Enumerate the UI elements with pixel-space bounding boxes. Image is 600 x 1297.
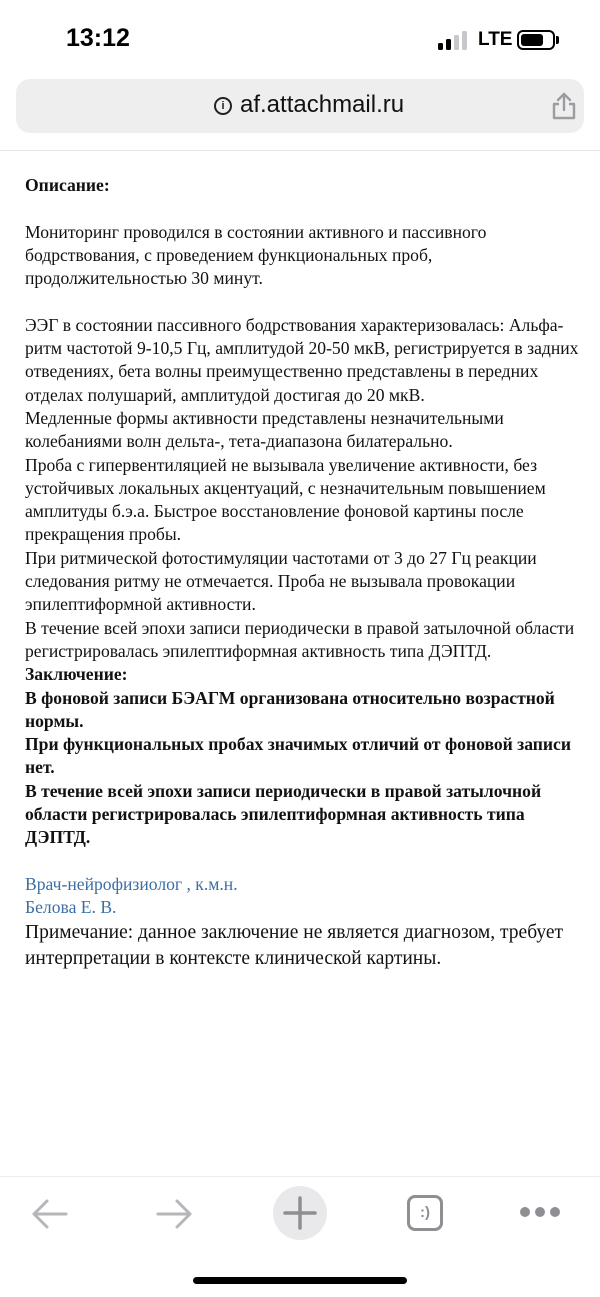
paragraph-slow-activity: Медленные формы активности представлены незначительными колебаниями волн дельта-, тета-диапазона билатерально.: [25, 407, 504, 452]
paragraph-hyperventilation: Проба с гипервентиляцией не вызывала увеличение активности, без устойчивых локальных акцентуаций, с незначительным повышением амплитуды б.э.а. Быстрое восстановление фоновой картины после прекращения пробы.: [25, 454, 546, 545]
paragraph-monitoring: Мониторинг проводился в состоянии активного и пассивного бодрствования, с проведением функциональных проб, продолжительностью 30 минут.: [25, 221, 487, 289]
signature-title: Врач-нейрофизиолог , к.м.н.: [25, 873, 238, 894]
paragraph-eeg: ЭЭГ в состоянии пассивного бодрствования характеризовалась: Альфа-ритм частотой 9-10,5 Гц, амплитудой 20-50 мкВ, регистрируется в задних отведениях, бета волны преимущественно представлены в передних отделах полушарий, амплитудой достигая до 20 мкВ.: [25, 314, 579, 405]
battery-icon: [517, 30, 555, 50]
new-tab-plus-icon[interactable]: [272, 1185, 328, 1241]
status-bar: [0, 0, 600, 80]
site-info-icon[interactable]: i: [214, 97, 232, 115]
email-document: [25, 174, 585, 972]
back-arrow-icon[interactable]: [30, 1197, 70, 1231]
header-divider: [0, 150, 600, 151]
url-text[interactable]: af.attachmail.ru: [240, 91, 405, 118]
forward-arrow-icon[interactable]: [154, 1197, 194, 1231]
battery-tip: [556, 36, 559, 44]
paragraph-photostimulation: При ритмической фотостимуляции частотами от 3 до 27 Гц реакции следования ритму не отмечается. Проба не вызывала провокации эпилептиформной активности.: [25, 547, 537, 615]
tabs-switcher-icon[interactable]: :): [407, 1195, 443, 1231]
signature-name: Белова Е. В.: [25, 897, 117, 918]
conclusion-line-2: При функциональных пробах значимых отличий от фоновой записи нет.: [25, 734, 572, 778]
description-heading: Описание:: [25, 175, 110, 195]
conclusion-line-3: В течение всей эпохи записи периодически в правой затылочной области регистрировалась эпилептиформная активность типа ДЭПТД.: [25, 780, 542, 848]
more-options-icon[interactable]: [519, 1205, 561, 1219]
home-indicator[interactable]: [193, 1277, 407, 1284]
signal-strength-icon: [438, 30, 468, 50]
network-type: LTE: [478, 29, 513, 50]
address-bar[interactable]: [16, 79, 584, 133]
paragraph-epileptiform: В течение всей эпохи записи периодически в правой затылочной области регистрировалась эпилептиформная активность типа ДЭПТД.: [25, 617, 575, 661]
disclaimer-note: Примечание: данное заключение не является диагнозом, требует интерпретации в контексте клинической картины.: [25, 921, 564, 969]
conclusion-heading: Заключение:: [25, 664, 128, 685]
share-icon[interactable]: [550, 91, 578, 121]
status-time: 13:12: [66, 24, 130, 52]
conclusion-line-1: В фоновой записи БЭАГМ организована относительно возрастной нормы.: [25, 687, 555, 731]
